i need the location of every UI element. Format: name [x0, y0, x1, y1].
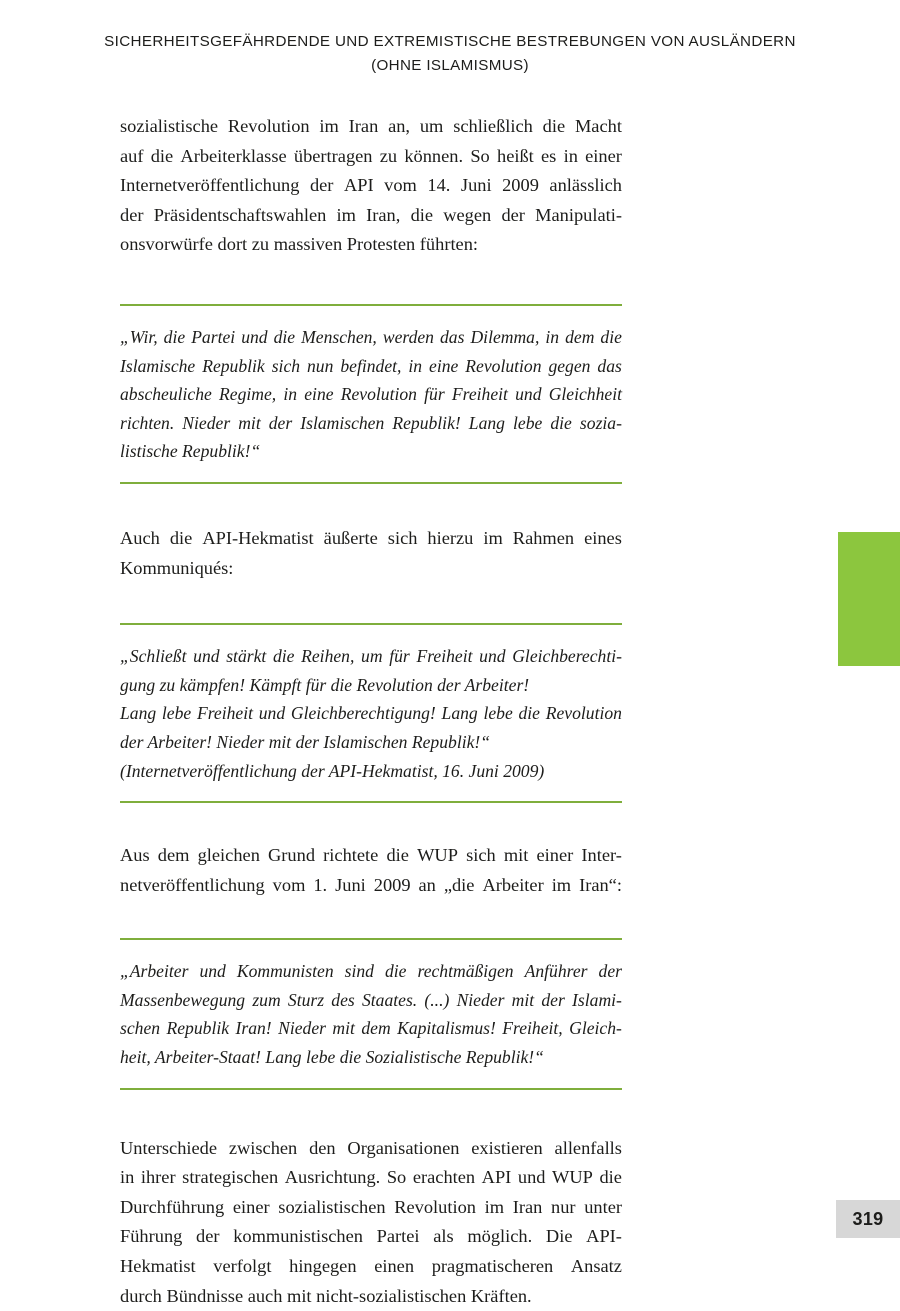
quote-2-line-1: „Schließt und stärkt die Reihen, um für Freiheit und Gleichberechti- — [120, 646, 622, 667]
paragraph-1-line-4: der Präsidentschaftswahlen im Iran, die wegen der Manipulati- — [120, 204, 622, 225]
quote-2-line-5: (Internetveröffentlichung der API-Hekmatist, 16. Juni 2009) — [120, 760, 545, 781]
paragraph-3-line-2: netveröffentlichung vom 1. Juni 2009 an „die Arbeiter im Iran“: — [120, 874, 622, 895]
quote-1-line-2: Islamische Republik sich nun befindet, in eine Revolution gegen das — [120, 355, 622, 376]
quote-2-text — [120, 642, 622, 785]
paragraph-1 — [120, 112, 622, 260]
quote-block-3 — [120, 938, 622, 1089]
quote-1-line-4: richten. Nieder mit der Islamischen Republik! Lang lebe die sozia- — [120, 412, 622, 433]
paragraph-4-line-3: Durchführung einer sozialistischen Revolution im Iran nur unter — [120, 1196, 622, 1217]
page-number: 319 — [852, 1208, 884, 1229]
quote-2-line-2: gung zu kämpfen! Kämpft für die Revolution der Arbeiter! — [120, 674, 530, 695]
spacer — [120, 803, 622, 841]
paragraph-4 — [120, 1134, 622, 1311]
text-column — [120, 112, 622, 1311]
paragraph-4-line-4: Führung der kommunistischen Partei als möglich. Die API- — [120, 1226, 622, 1247]
quote-3-line-1: „Arbeiter und Kommunisten sind die rechtmäßigen Anführer der — [120, 961, 622, 982]
paragraph-4-line-6: durch Bündnisse auch mit nicht-sozialistischen Kräften. — [120, 1285, 532, 1306]
quote-3-line-3: schen Republik Iran! Nieder mit dem Kapitalismus! Freiheit, Gleich- — [120, 1018, 622, 1039]
quote-3-line-2: Massenbewegung zum Sturz des Staates. (...) Nieder mit der Islami- — [120, 989, 622, 1010]
paragraph-4-line-2: in ihrer strategischen Ausrichtung. So erachten API und WUP die — [120, 1167, 622, 1188]
spacer — [120, 900, 622, 938]
paragraph-1-line-2: auf die Arbeiterklasse übertragen zu können. So heißt es in einer — [120, 145, 622, 166]
spacer — [120, 484, 622, 524]
spacer — [120, 583, 622, 623]
paragraph-2-line-1: Auch die API-Hekmatist äußerte sich hierzu im Rahmen eines — [120, 527, 622, 548]
quote-1-line-3: abscheuliche Regime, in eine Revolution für Freiheit und Gleichheit — [120, 384, 622, 405]
chapter-marker-tab — [838, 532, 900, 666]
spacer — [120, 1090, 622, 1134]
paragraph-1-line-3: Internetveröffentlichung der API vom 14. Juni 2009 anlässlich — [120, 175, 622, 196]
quote-block-1 — [120, 304, 622, 484]
paragraph-2 — [120, 524, 622, 583]
running-header — [100, 30, 800, 78]
quote-3-line-4: heit, Arbeiter-Staat! Lang lebe die Sozialistische Republik!“ — [120, 1047, 544, 1068]
paragraph-4-line-5: Hekmatist verfolgt hingegen einen pragmatischeren Ansatz — [120, 1256, 622, 1277]
quote-block-2 — [120, 623, 622, 803]
paragraph-3-line-1: Aus dem gleichen Grund richtete die WUP sich mit einer Inter- — [120, 845, 622, 866]
paragraph-3 — [120, 841, 622, 900]
quote-1-line-5: listische Republik!“ — [120, 441, 261, 462]
spacer — [120, 260, 622, 304]
quote-3-text — [120, 957, 622, 1071]
running-header-line-1: SICHERHEITSGEFÄHRDENDE UND EXTREMISTISCHE BESTREBUNGEN VON AUSLÄNDERN — [104, 33, 796, 50]
paragraph-1-line-5: onsvorwürfe dort zu massiven Protesten führten: — [120, 234, 479, 255]
paragraph-1-line-1: sozialistische Revolution im Iran an, um schließlich die Macht — [120, 116, 622, 136]
page-number-box — [836, 1200, 900, 1238]
paragraph-2-line-2: Kommuniqués: — [120, 557, 234, 578]
quote-1-line-1: „Wir, die Partei und die Menschen, werden das Dilemma, in dem die — [120, 326, 622, 347]
quote-2-line-3: Lang lebe Freiheit und Gleichberechtigung! Lang lebe die Revolution — [120, 703, 622, 724]
paragraph-4-line-1: Unterschiede zwischen den Organisationen existieren allenfalls — [120, 1137, 622, 1158]
running-header-line-2: (OHNE ISLAMISMUS) — [371, 57, 529, 74]
quote-1-text — [120, 323, 622, 466]
quote-2-line-4: der Arbeiter! Nieder mit der Islamischen Republik!“ — [120, 731, 491, 752]
